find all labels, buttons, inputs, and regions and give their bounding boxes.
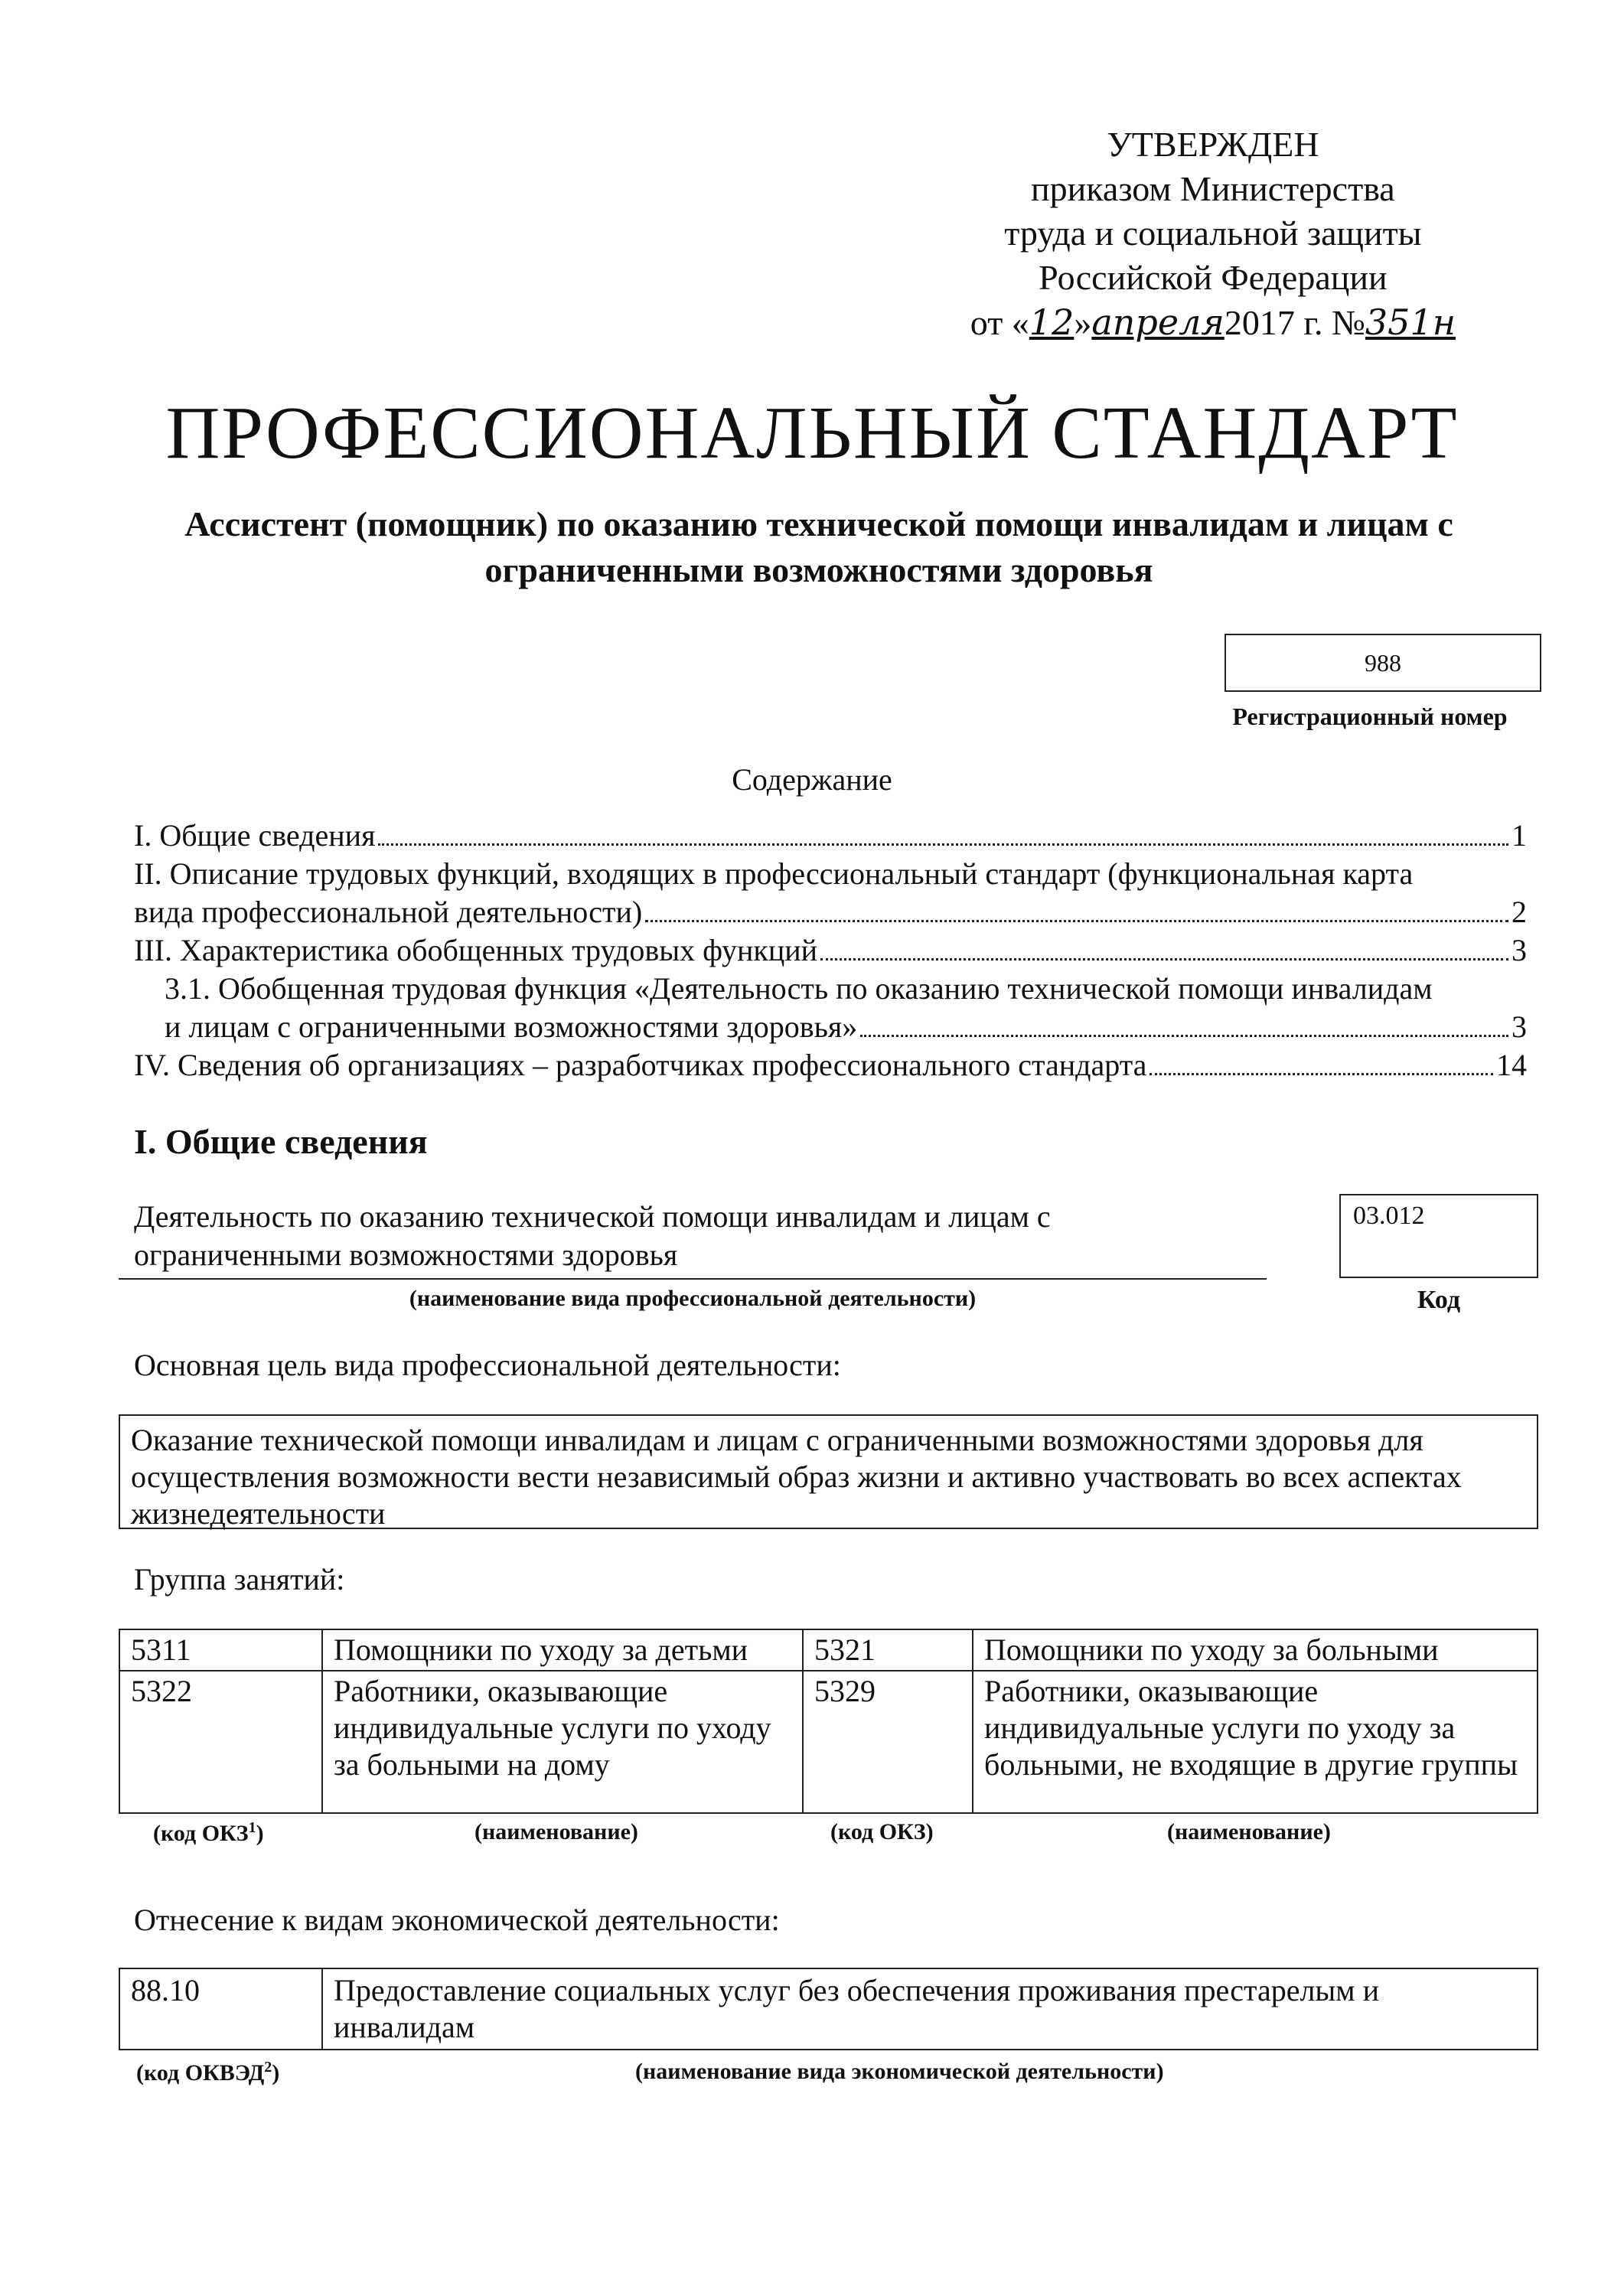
okved-name-caption: (наименование вида экономической деятельности) [635,2059,1164,2084]
toc-item-wrap-line[interactable]: 3.1. Обобщенная трудовая функция «Деятельность по оказанию технической помощи инвалидам [165,971,1433,1006]
approval-line4: Российской Федерации [1039,258,1388,297]
okved-name: Предоставление социальных услуг без обеспечения проживания престарелым и инвалидам [322,1968,1538,2050]
occupation-label: Группа занятий: [134,1562,345,1596]
activity-name [134,1198,1251,1274]
okved-code-caption [136,2059,279,2086]
okz-code: 5321 [803,1629,973,1671]
toc-item-page: 1 [1511,818,1527,853]
okz-code: 5311 [119,1629,322,1671]
date-mid: » [1074,303,1092,342]
okz-code: 5329 [803,1671,973,1813]
okz-name: Работники, оказывающие индивидуальные услуги по уходу за больными на дому [322,1671,803,1813]
toc-leader [860,1035,1508,1037]
toc-leader [645,920,1508,922]
econ-label: Отнесение к видам экономической деятельности: [134,1903,780,1937]
approval-line2: приказом Министерства [1031,169,1395,208]
registration-number-label: Регистрационный номер [1232,703,1508,730]
date-day: 12 [1029,302,1075,343]
caption-text: (код ОКВЭД [136,2060,265,2086]
table-row [119,1968,1538,2050]
date-prefix: от « [970,303,1029,342]
page-title: ПРОФЕССИОНАЛЬНЫЙ СТАНДАРТ [165,392,1459,475]
standard-name-line1: Ассистент (помощник) по оказанию технической помощи инвалидам и лицам с [184,504,1453,543]
toc-item-page: 3 [1511,933,1527,967]
okved-code: 88.10 [119,1968,322,2050]
activity-name-line1: Деятельность по оказанию технической помощи инвалидам и лицам с [134,1199,1051,1234]
toc-item-text: и лицам с ограниченными возможностями здоровья» [165,1009,858,1044]
occupation-table [119,1629,1538,1814]
caption-text-end: ) [272,2060,280,2086]
okz-code-caption [153,1819,264,1847]
toc-leader [1150,1073,1493,1075]
okz-code-caption: (код ОКЗ) [830,1819,934,1844]
approval-block [970,122,1456,345]
toc-item[interactable] [134,893,1527,931]
standard-name [115,501,1523,593]
code-caption: Код [1417,1286,1461,1314]
activity-code-box: 03.012 [1339,1194,1538,1278]
approval-line3: труда и социальной защиты [1004,214,1422,253]
toc-item[interactable] [134,817,1527,855]
okz-name: Помощники по уходу за детьми [322,1629,803,1671]
toc-item-text: III. Характеристика обобщенных трудовых функций [134,933,818,967]
okz-code: 5322 [119,1671,322,1813]
goal-label: Основная цель вида профессиональной деятельности: [134,1348,841,1382]
toc-item-text: IV. Сведения об организациях – разработчиках профессионального стандарта [134,1048,1147,1082]
table-row [119,1629,1538,1671]
toc-leader [820,958,1508,960]
toc-item-page: 3 [1511,1009,1527,1044]
toc-item-wrap-line[interactable]: II. Описание трудовых функций, входящих в профессиональный стандарт (функциональная карта [134,856,1414,891]
toc-item-page: 14 [1496,1048,1527,1082]
standard-name-line2: ограниченными возможностями здоровья [484,550,1153,589]
toc-item-text: вида профессиональной деятельности) [134,895,643,929]
okz-name-caption: (наименование) [1167,1819,1331,1844]
activity-caption: (наименование вида профессиональной деятельности) [409,1286,977,1311]
section-heading: I. Общие сведения [134,1122,428,1161]
footnote-ref[interactable]: 1 [248,1819,256,1836]
okz-name: Помощники по уходу за больными [973,1629,1538,1671]
underline-divider [119,1278,1267,1280]
toc-item[interactable] [134,931,1527,970]
registration-number-box: 988 [1225,634,1541,692]
toc-item[interactable] [134,1008,1527,1046]
caption-text-end: ) [256,1821,264,1846]
caption-text: (код ОКЗ [153,1821,249,1846]
toc-item-page: 2 [1511,895,1527,929]
okz-name: Работники, оказывающие индивидуальные услуги по уходу за больными, не входящие в другие группы [973,1671,1538,1813]
table-row [119,1671,1538,1813]
order-number: 351н [1365,302,1456,343]
toc-item[interactable] [134,1046,1527,1084]
table-of-contents [134,817,1527,1084]
date-year: 2017 г. № [1224,303,1365,342]
toc-heading: Содержание [732,762,892,797]
approval-date [970,300,1456,345]
okz-name-caption: (наименование) [474,1819,638,1844]
date-month: апреля [1091,302,1225,343]
toc-leader [378,843,1508,846]
econ-activity-table [119,1968,1538,2050]
toc-item-text: I. Общие сведения [134,818,376,853]
activity-name-line2: ограниченными возможностями здоровья [134,1238,678,1272]
approval-line1: УТВЕРЖДЕН [1107,125,1319,164]
goal-box: Оказание технической помощи инвалидам и лицам с ограниченными возможностями здоровья для осуществления возможности вести независимый образ жизни и активно участвовать во всех аспектах жизнедеятельности [119,1414,1538,1529]
footnote-ref[interactable]: 2 [264,2059,272,2076]
